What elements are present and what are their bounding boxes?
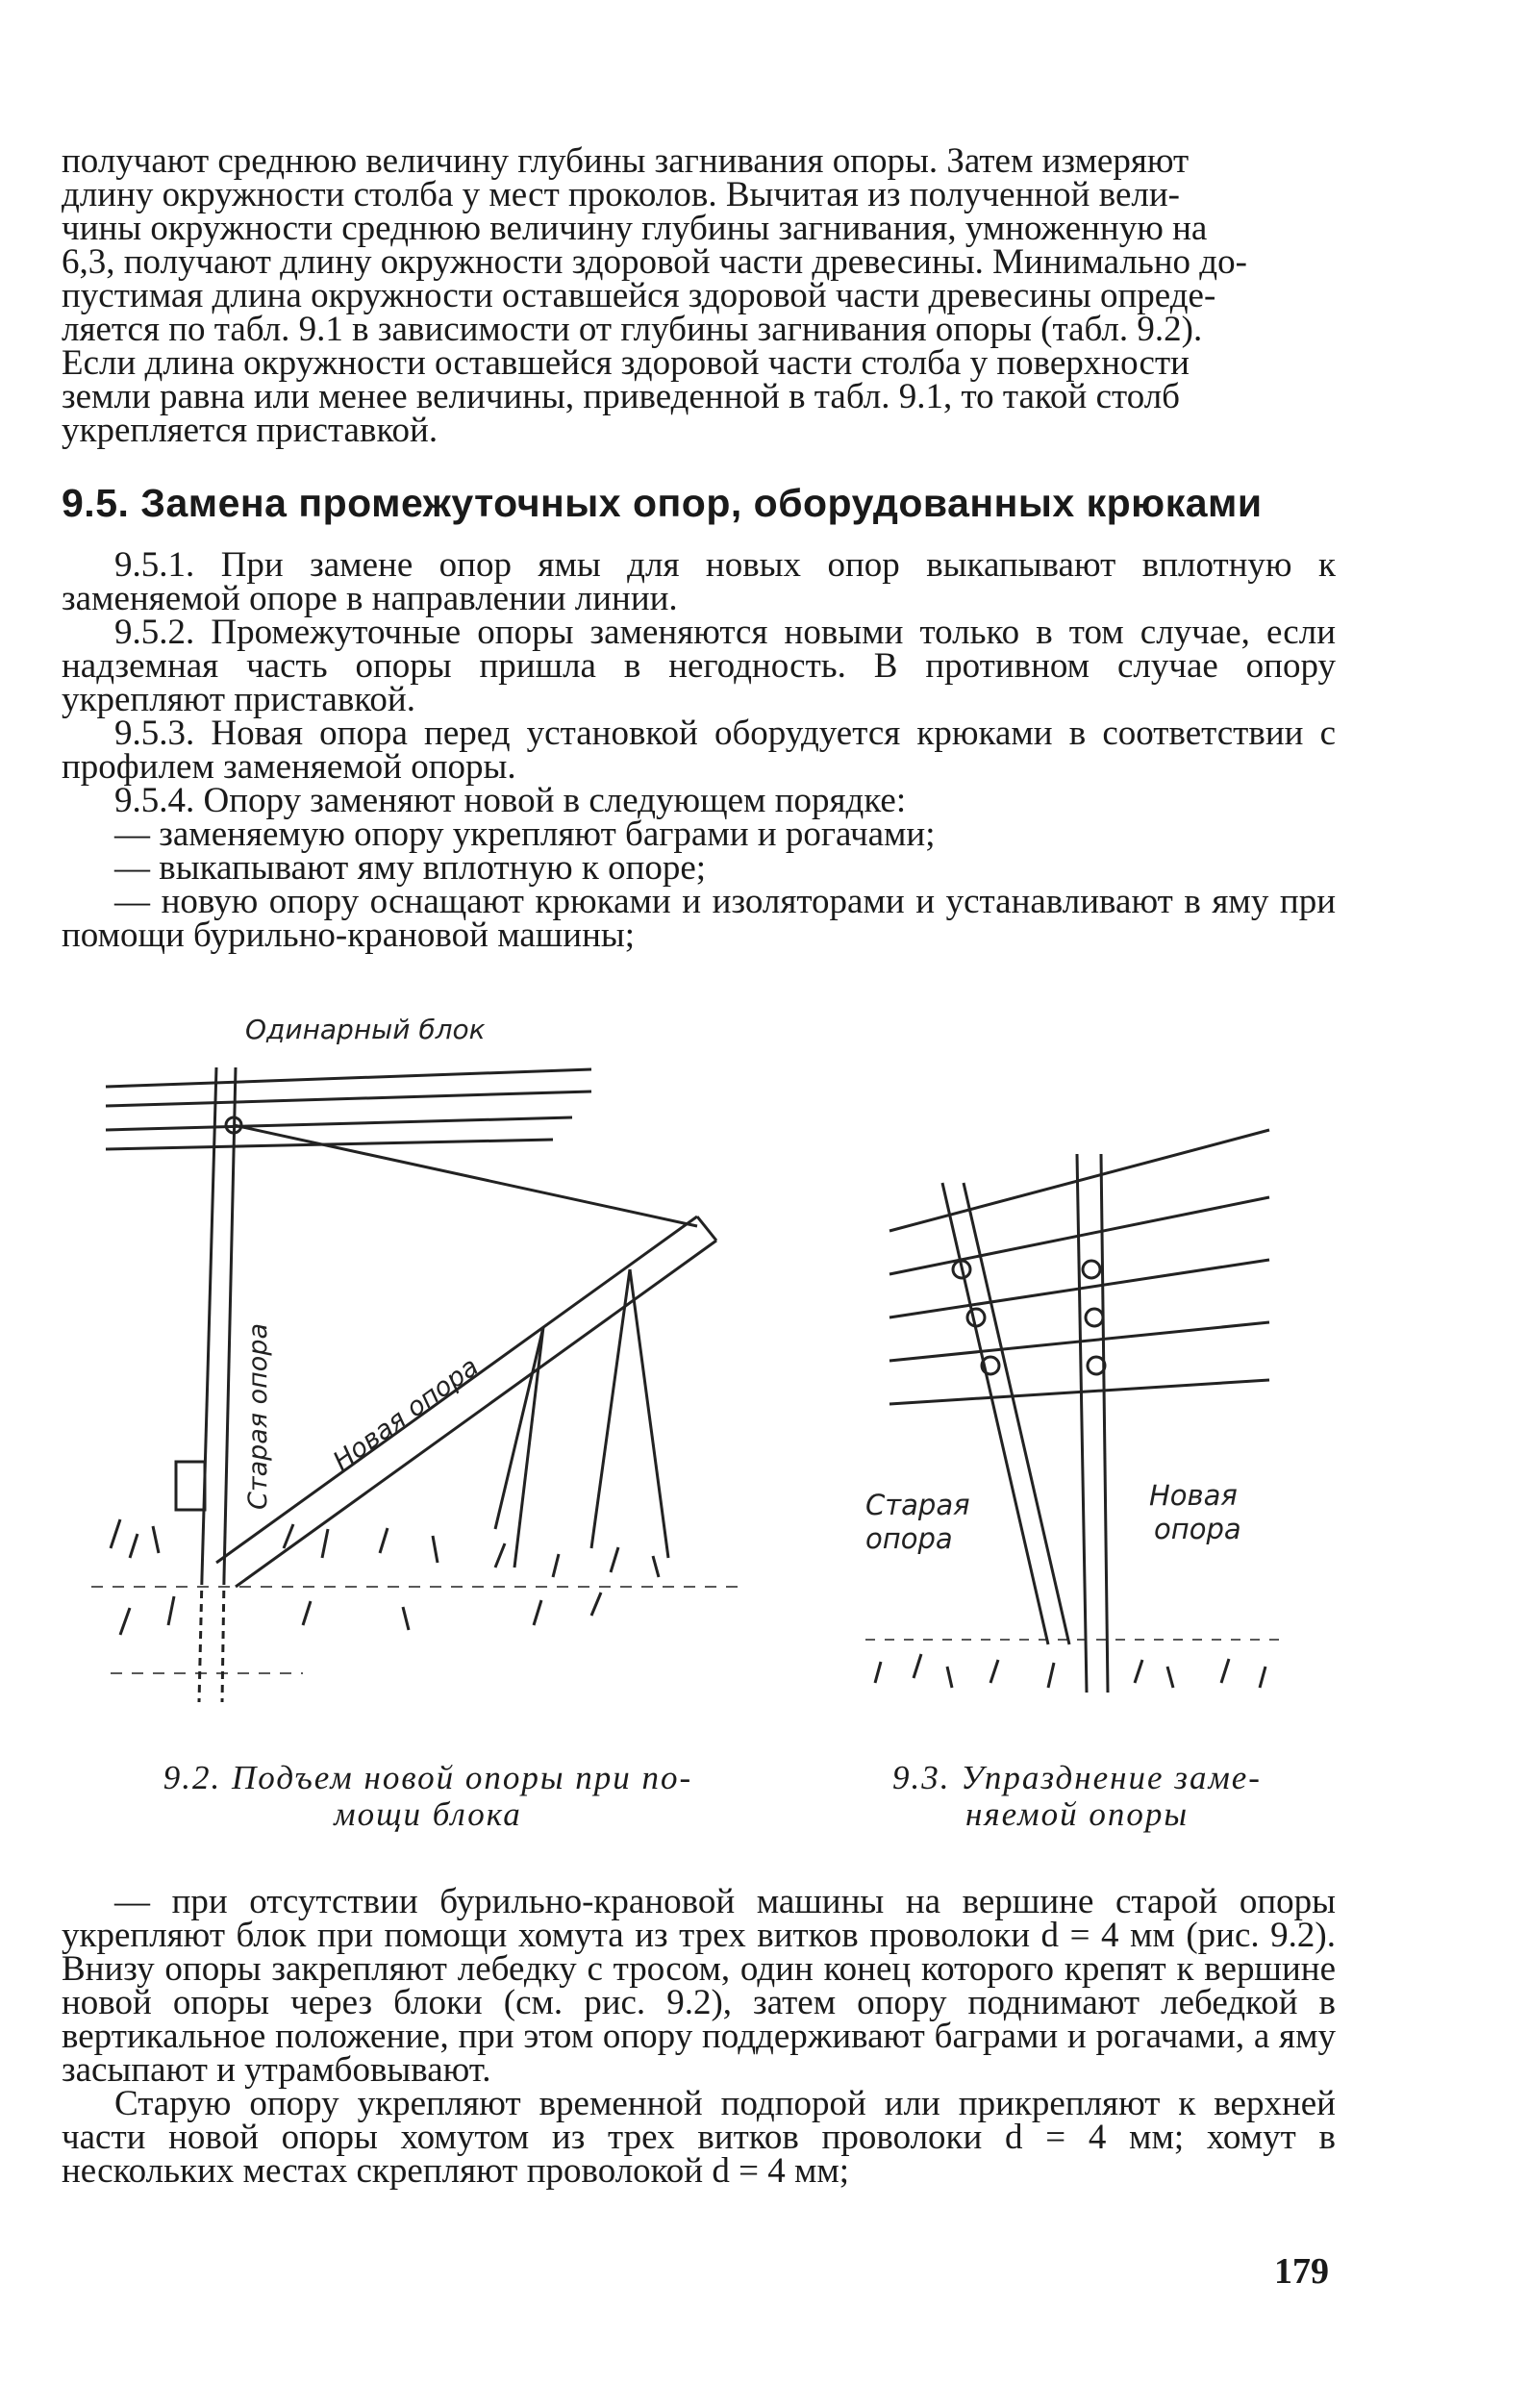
text-line: чины окружности среднюю величину глубины загнивания, умноженную на [62, 209, 1208, 248]
label-old-pole-2: опора [865, 1522, 953, 1555]
section-heading: 9.5. Замена промежуточных опор, оборудованных крюками [62, 481, 1263, 525]
text-line: земли равна или менее величины, приведенной в табл. 9.1, то такой столб [62, 377, 1180, 416]
paragraph: — при отсутствии бурильно-крановой машины на вершине старой опоры укрепляют блок при помощи хомута из трех витков проволоки d = 4 мм (рис. 9.2). Внизу опоры закрепляют лебедку с тросом, один конец которого крепят к вершине новой опоры через блоки (см. рис. 9.2), затем опору поднимают лебедкой в вертикальное положение, при этом опору поддерживают баграми и рогачами, а яму засыпают и утрамбовывают. [62, 1882, 1336, 2090]
list-item: — выкапывают яму вплотную к опоре; [114, 848, 707, 888]
intro-paragraph [62, 141, 1336, 450]
page-number: 179 [1274, 2251, 1329, 2292]
paragraph-9-5-4: 9.5.4. Опору заменяют новой в следующем порядке: [114, 781, 907, 820]
figure-caption: 9.2. Подъем новой опоры при по- мощи блока [163, 1759, 693, 1833]
label-new-pole: Новая опора [327, 1351, 485, 1477]
pole-raising-illustration [91, 1010, 764, 1712]
pole-removal-illustration [856, 1116, 1298, 1712]
paragraph-9-5-2: 9.5.2. Промежуточные опоры заменяются новыми только в том случае, если надземная часть опоры пришла в негодность. В противном случае опору укрепляют приставкой. [62, 613, 1336, 719]
figure-9-3 [856, 1116, 1298, 1833]
figure-9-2 [91, 1010, 764, 1833]
text-line: Если длина окружности оставшейся здоровой части столба у поверхности [62, 343, 1190, 383]
label-new-pole-1: Новая [1149, 1479, 1238, 1512]
list-item: — заменяемую опору укрепляют баграми и рогачами; [114, 815, 936, 854]
list-item: — новую опору оснащают крюками и изоляторами и устанавливают в яму при помощи бурильно-крановой машины; [62, 882, 1336, 955]
text-line: получают среднюю величину глубины загнивания опоры. Затем измеряют [62, 141, 1190, 181]
paragraph-9-5-3: 9.5.3. Новая опора перед установкой оборудуется крюками в соответствии с профилем заменяемой опоры. [62, 714, 1336, 787]
paragraph: Старую опору укрепляют временной подпорой или прикрепляют к верхней части новой опоры хомутом из трех витков проволоки d = 4 мм; хомут в нескольких местах скрепляют проволокой d = 4 мм; [62, 2084, 1336, 2191]
label-old-pole-1: Старая [865, 1489, 970, 1521]
text-line: 6,3, получают длину окружности здоровой части древесины. Минимально до- [62, 242, 1247, 282]
paragraph-9-5-1: 9.5.1. При замене опор ямы для новых опор выкапывают вплотную к заменяемой опоре в направлении линии. [62, 545, 1336, 618]
text-line: ляется по табл. 9.1 в зависимости от глубины загнивания опоры (табл. 9.2). [62, 310, 1203, 349]
section-body [62, 545, 1336, 955]
text-line: длину окружности столба у мест проколов. Вычитая из полученной вели- [62, 175, 1180, 214]
text-line: пустимая длина окружности оставшейся здоровой части древесины опреде- [62, 276, 1216, 315]
label-single-block: Одинарный блок [245, 1014, 486, 1045]
label-new-pole-2: опора [1154, 1513, 1241, 1545]
text-line: укрепляется приставкой. [62, 411, 438, 450]
closing-body [62, 1882, 1336, 2191]
figure-caption: 9.3. Упразднение заме- няемой опоры [892, 1759, 1262, 1833]
label-old-pole: Старая опора [243, 1322, 273, 1510]
